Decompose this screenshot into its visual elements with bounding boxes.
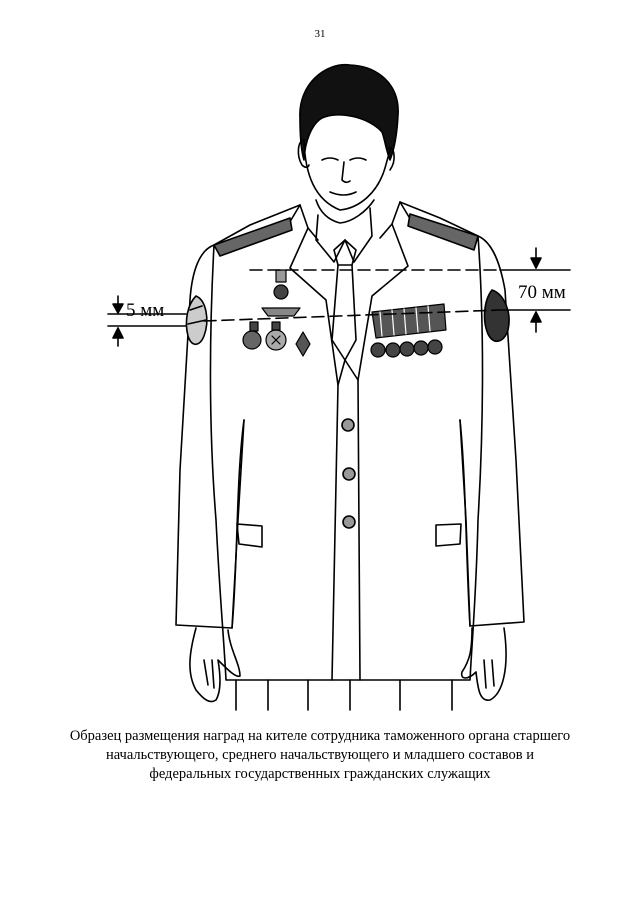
collar-and-tie xyxy=(316,208,372,360)
caption-line: федеральных государственных гражданских служащих xyxy=(149,766,491,782)
dimension-label-70mm: 70 мм xyxy=(518,282,566,303)
dimension-label-5mm: 5 мм xyxy=(126,300,165,321)
hands xyxy=(190,628,506,702)
medals-left xyxy=(243,270,310,356)
head xyxy=(298,65,398,223)
sleeve-patches xyxy=(186,290,509,344)
caption-line: Образец размещения наград на кителе сотрудника таможенного органа старшего xyxy=(69,728,571,744)
caption-line: начальствующего, среднего начальствующего и младшего составов и xyxy=(105,747,535,763)
page-number: 31 xyxy=(314,28,326,40)
medals-right xyxy=(371,304,446,357)
figure-caption xyxy=(40,727,600,784)
